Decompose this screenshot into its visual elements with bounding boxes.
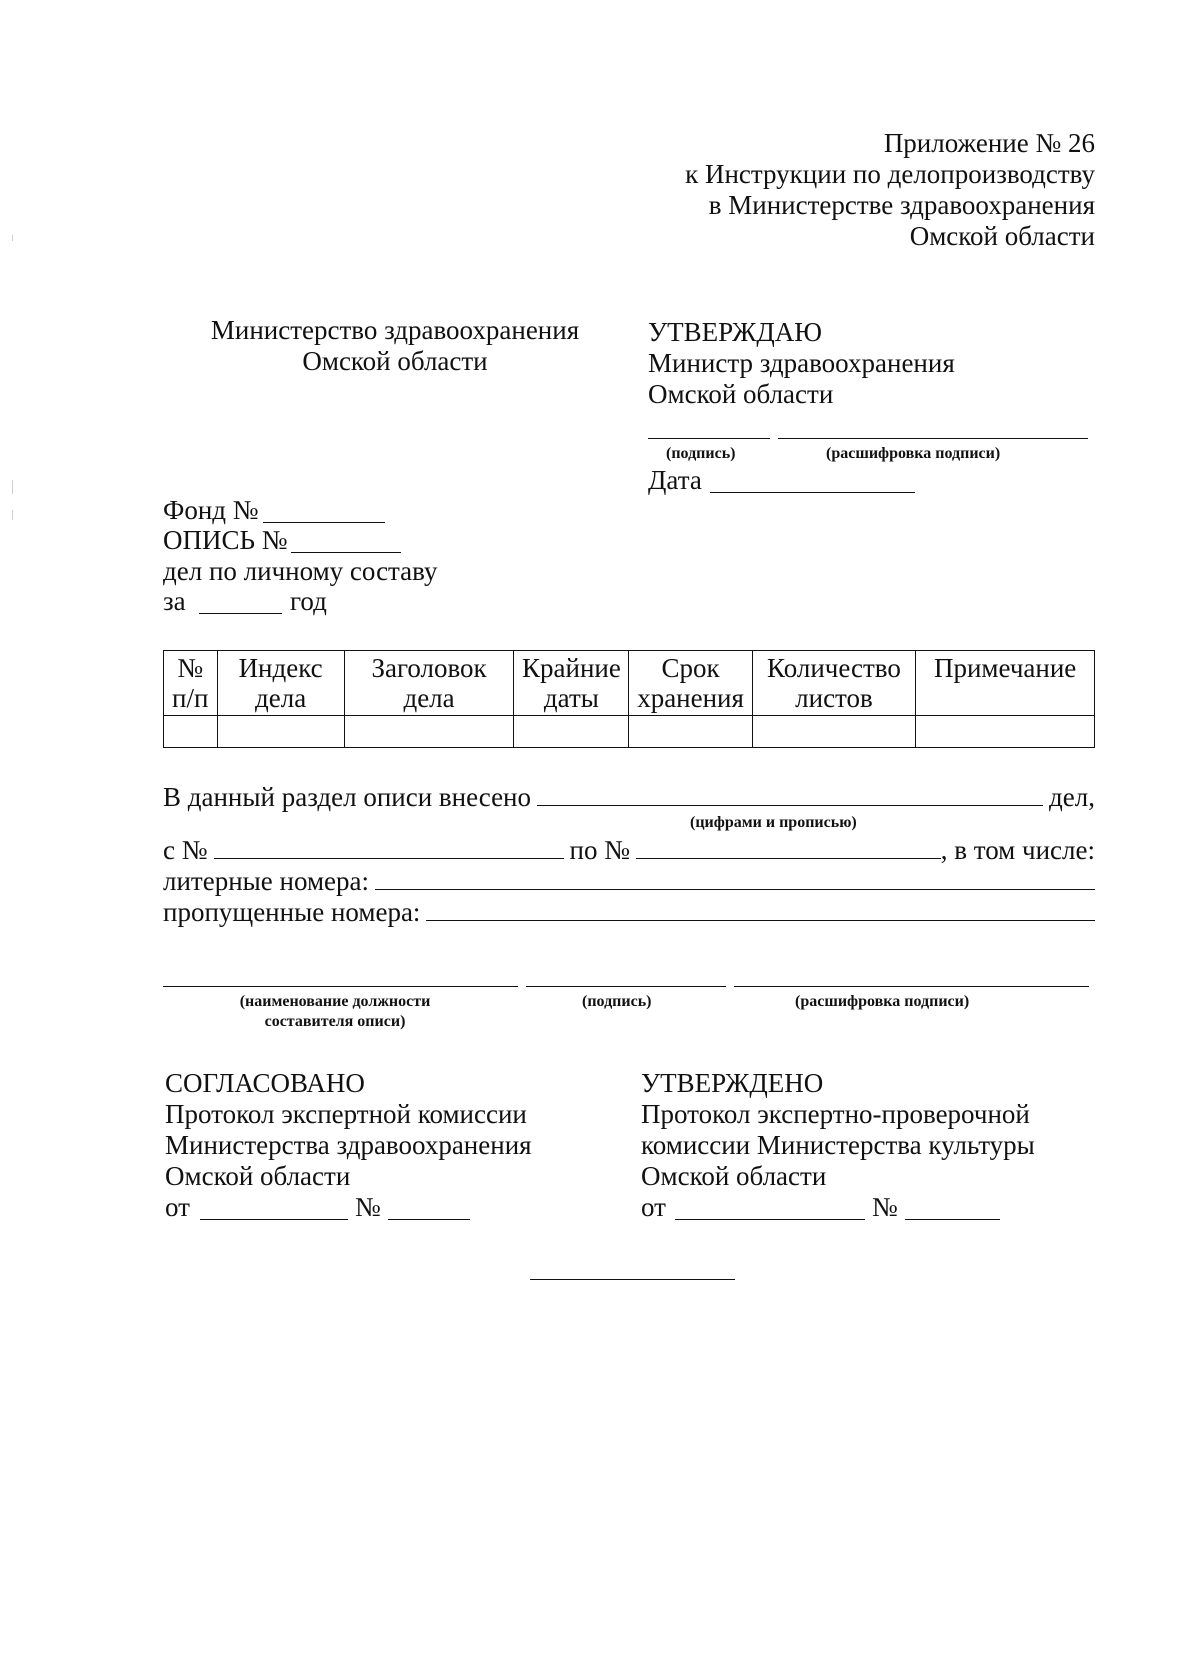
year-suffix: год [290, 586, 327, 616]
col-header-note: Примечание [916, 651, 1095, 716]
inventory-number-line [291, 552, 401, 553]
table-row [164, 716, 1095, 748]
appendix-block [560, 128, 1095, 252]
approve-decode-line [778, 438, 1088, 439]
approve-signature-line [648, 438, 770, 439]
agreed-number-label: № [355, 1192, 381, 1222]
scan-mark [12, 235, 13, 241]
agreed-from-label: от [165, 1192, 190, 1222]
approved-from-label: от [641, 1192, 666, 1222]
agreed-line-1: Протокол экспертной комиссии [165, 1099, 527, 1129]
compiler-signature-line [526, 986, 726, 987]
to-label: по № [569, 835, 630, 865]
organization-block [190, 315, 600, 377]
appendix-region: Омской области [909, 221, 1095, 251]
table-cell [629, 716, 752, 748]
col-header-dates: Крайние даты [514, 651, 629, 716]
appendix-ministry: в Министерстве здравоохранения [708, 190, 1095, 220]
organization-region: Омской области [302, 346, 488, 376]
compiler-signature-caption: (подпись) [582, 993, 652, 1010]
approved-block [641, 1068, 1101, 1192]
table-cell [752, 716, 916, 748]
compiler-decode-caption: (расшифровка подписи) [795, 993, 970, 1010]
end-separator-line [530, 1279, 735, 1280]
entered-count-line [537, 783, 1043, 806]
range-row [163, 835, 1095, 866]
year-line [199, 613, 282, 614]
approve-date-label: Дата [648, 465, 702, 495]
approved-number-label: № [872, 1192, 898, 1222]
approved-heading: УТВЕРЖДЕНО [641, 1068, 824, 1098]
approved-line-1: Протокол экспертно-проверочной [641, 1099, 1030, 1129]
approve-position: Министр здравоохранения [648, 348, 955, 378]
inventory-label: ОПИСЬ № [163, 525, 288, 555]
inventory-table [163, 650, 1095, 748]
table-header-row [164, 651, 1095, 716]
entered-suffix: дел, [1049, 782, 1095, 812]
entered-row [163, 782, 1095, 813]
col-header-sheets: Количество листов [752, 651, 916, 716]
missed-numbers-label: пропущенные номера: [163, 897, 421, 927]
including-label: , в том числе: [940, 835, 1095, 865]
approve-date-line [710, 492, 915, 493]
agreed-date-line [200, 1219, 348, 1220]
agreed-block [165, 1068, 605, 1192]
approved-line-2: комиссии Министерства культуры [641, 1130, 1035, 1160]
approve-block [648, 317, 1108, 410]
missed-numbers-row [163, 897, 1095, 928]
missed-numbers-line [426, 898, 1095, 921]
approve-decode-caption: (расшифровка подписи) [826, 445, 1001, 462]
fund-label: Фонд № [163, 495, 259, 525]
col-header-title: Заголовок дела [344, 651, 514, 716]
agreed-line-2: Министерства здравоохранения [165, 1130, 532, 1160]
table-cell [344, 716, 514, 748]
approved-line-3: Омской области [641, 1161, 827, 1191]
col-header-number: № п/п [164, 651, 218, 716]
table-cell [514, 716, 629, 748]
table-cell [217, 716, 344, 748]
approve-heading: УТВЕРЖДАЮ [648, 317, 823, 347]
appendix-number: Приложение № 26 [883, 128, 1095, 158]
organization-name: Министерство здравоохранения [210, 315, 580, 345]
year-prefix: за [163, 586, 186, 616]
table-cell [916, 716, 1095, 748]
approve-region: Омской области [648, 379, 834, 409]
approve-signature-caption: (подпись) [666, 445, 736, 462]
approved-number-line [905, 1219, 1000, 1220]
agreed-number-line [388, 1219, 470, 1220]
appendix-instruction: к Инструкции по делопроизводству [685, 159, 1095, 189]
digits-caption: (цифрами и прописью) [690, 814, 857, 831]
agreed-heading: СОГЛАСОВАНО [165, 1068, 365, 1098]
compiler-decode-line [734, 986, 1089, 987]
letter-numbers-label: литерные номера: [163, 866, 370, 896]
to-number-line [636, 836, 941, 859]
approved-date-line [675, 1219, 865, 1220]
compiler-position-line [163, 986, 518, 987]
fund-number-line [263, 522, 385, 523]
from-label: с № [163, 835, 208, 865]
compiler-position-caption: (наименование должности составителя описи) [239, 993, 431, 1030]
col-header-index: Индекс дела [217, 651, 344, 716]
table-cell [164, 716, 218, 748]
col-header-retention: Срок хранения [629, 651, 752, 716]
scan-mark [12, 480, 13, 494]
inventory-subject: дел по личному составу [163, 556, 438, 586]
letter-numbers-line [375, 867, 1095, 890]
scan-mark [12, 510, 13, 520]
letter-numbers-row [163, 866, 1095, 897]
from-number-line [214, 836, 564, 859]
entered-label: В данный раздел описи внесено [163, 782, 532, 812]
agreed-line-3: Омской области [165, 1161, 351, 1191]
